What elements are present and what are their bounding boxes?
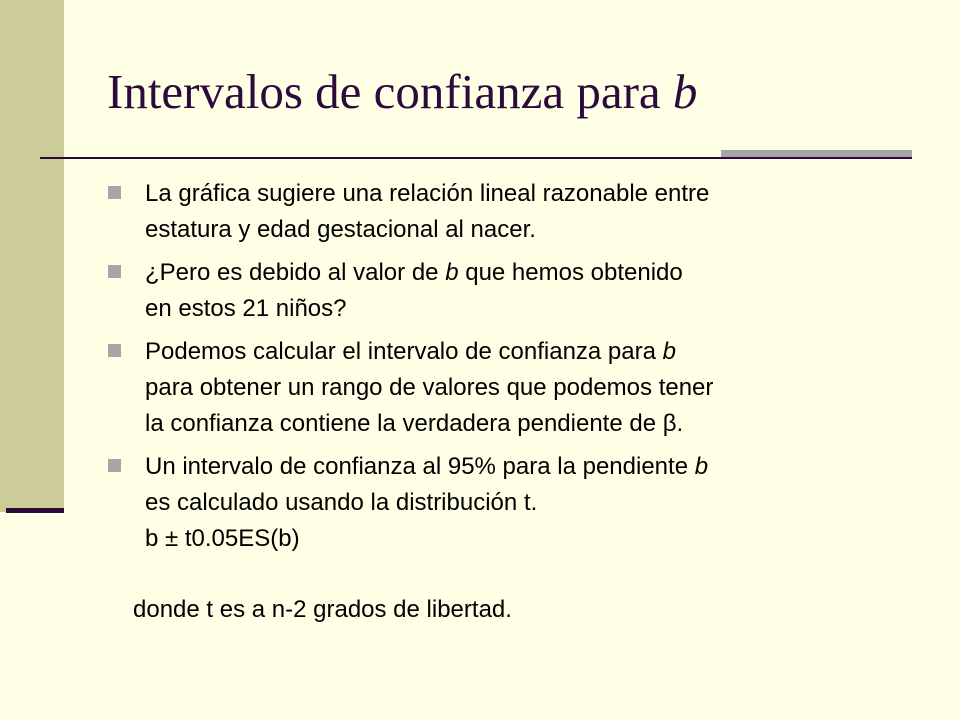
- bullet-text-part: ¿Pero es debido al valor de: [145, 259, 446, 286]
- sidebar-decoration: [0, 0, 64, 512]
- bullet-item: [108, 255, 918, 327]
- square-bullet-icon: [108, 459, 121, 472]
- square-bullet-icon: [108, 186, 121, 199]
- variable-b: b: [662, 338, 676, 365]
- bullet-text: [145, 255, 918, 327]
- bullet-text: La gráfica sugiere una relación lineal razonable entre estatura y edad gestacional al nacer.: [145, 180, 710, 243]
- variable-b: b: [445, 259, 459, 286]
- bullet-text-part: Podemos calcular el intervalo de confianza para: [145, 338, 663, 365]
- title-rule: [40, 157, 912, 159]
- bullet-text-part: Un intervalo de confianza al 95% para la pendiente: [145, 453, 695, 480]
- bullet-text-part: es calculado usando la distribución t. b ± t0.05ES(b): [145, 489, 538, 552]
- bullet-text: [145, 449, 918, 557]
- bullet-text-part: que hemos obtenido en estos 21 niños?: [145, 259, 683, 322]
- slide-title: [107, 62, 697, 122]
- bullet-item: [108, 334, 918, 442]
- sidebar-accent-line: [6, 508, 64, 513]
- title-text: Intervalos de confianza para: [107, 64, 673, 119]
- bullet-item: [108, 449, 918, 557]
- square-bullet-icon: [108, 344, 121, 357]
- title-variable: b: [672, 64, 698, 119]
- bullet-text-part: para obtener un rango de valores que podemos tener la confianza contiene la verdadera pendiente de β.: [145, 374, 714, 437]
- bullet-item: [108, 176, 918, 248]
- bullet-list: [108, 176, 918, 564]
- footnote-text: donde t es a n-2 grados de libertad.: [133, 596, 512, 623]
- square-bullet-icon: [108, 265, 121, 278]
- variable-b: b: [694, 453, 709, 480]
- bullet-text: [145, 334, 918, 442]
